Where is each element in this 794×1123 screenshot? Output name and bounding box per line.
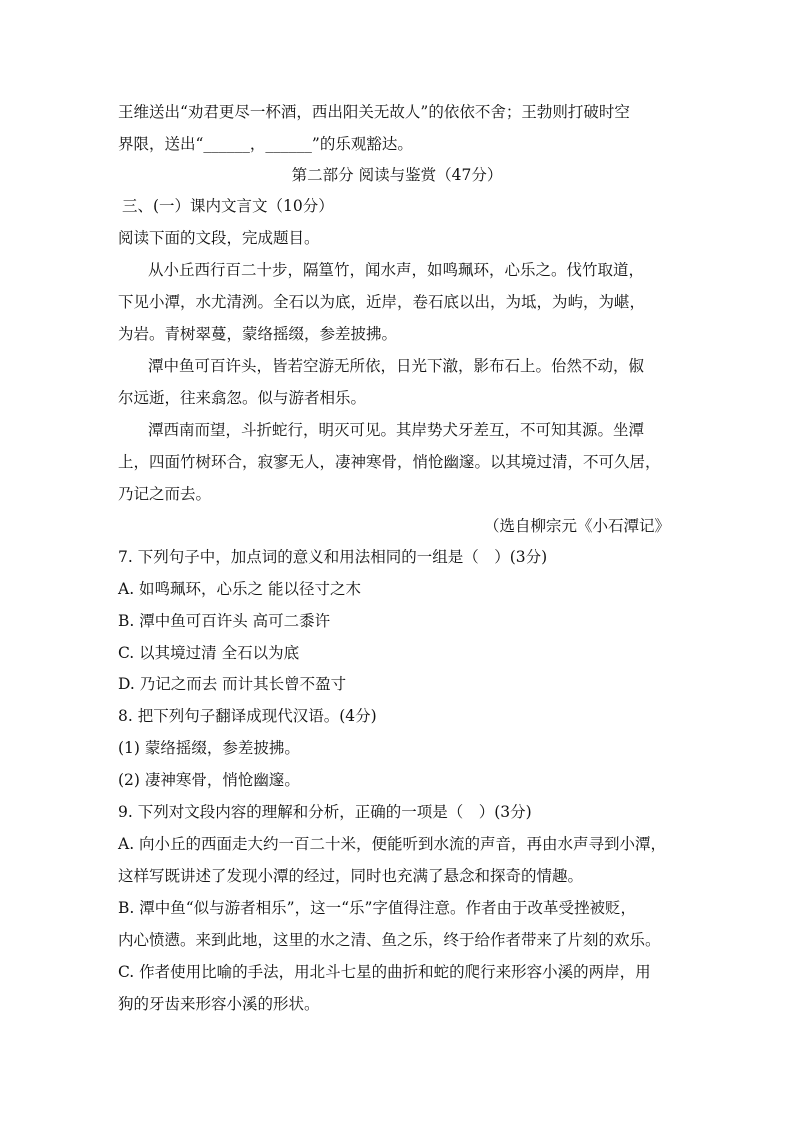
part-title: 第二部分 阅读与鉴赏（47分） xyxy=(291,166,503,184)
q7-stem: 7. 下列句子中，加点词的意义和用法相同的一组是（ ）(3分) xyxy=(118,548,548,566)
passage-p3-line-3: 乃记之而去。 xyxy=(118,485,212,503)
q9-option-a-line-2: 这样写既讲述了发现小潭的经过，同时也充满了悬念和探奇的情趣。 xyxy=(118,867,584,885)
passage-p2-line-2: 尔远逝，往来翕忽。似与游者相乐。 xyxy=(118,389,367,407)
q7-option-c: C. 以其境过清 全石以为底 xyxy=(118,644,300,662)
passage-p2-line-1: 潭中鱼可百许头，皆若空游无所依，日光下澈，影布石上。佁然不动，俶 xyxy=(148,357,645,375)
q9-option-b-line-1: B. 潭中鱼“似与游者相乐”，这一“乐”字值得注意。作者由于改革受挫被贬， xyxy=(118,899,636,917)
q7-option-a: A. 如鸣珮环，心乐之 能以径寸之木 xyxy=(118,580,361,598)
instruction: 阅读下面的文段，完成题目。 xyxy=(118,229,320,247)
passage-p3-line-1: 潭西南而望，斗折蛇行，明灭可见。其岸势犬牙差互，不可知其源。坐潭 xyxy=(148,421,645,439)
q8-stem: 8. 把下列句子翻译成现代汉语。(4分) xyxy=(118,707,377,725)
passage-p1-line-1: 从小丘西行百二十步，隔篁竹，闻水声，如鸣珮环，心乐之。伐竹取道， xyxy=(148,261,645,279)
q8-item-1: (1) 蒙络摇缀，参差披拂。 xyxy=(118,739,300,757)
q9-option-c-line-2: 狗的牙齿来形容小溪的形状。 xyxy=(118,995,320,1013)
passage-p1-line-2: 下见小潭，水尤清洌。全石以为底，近岸，卷石底以出，为坻，为屿，为嵁， xyxy=(118,293,646,311)
q9-option-a-line-1: A. 向小丘的西面走大约一百二十米，便能听到水流的声音，再由水声寻到小潭， xyxy=(118,835,667,853)
q7-option-b: B. 潭中鱼可百许头 高可二黍许 xyxy=(118,612,331,630)
q7-option-d: D. 乃记之而去 而计其长曾不盈寸 xyxy=(118,675,347,693)
passage-p1-line-3: 为岩。青树翠蔓，蒙络摇缀，参差披拂。 xyxy=(118,325,398,343)
section-title: 三、(一）课内文言文（10分） xyxy=(122,197,334,215)
q8-item-2: (2) 凄神寒骨，悄怆幽邃。 xyxy=(118,771,300,789)
prev-question-line-2: 界限，送出“______，______”的乐观豁达。 xyxy=(118,135,413,153)
q9-stem: 9. 下列对文段内容的理解和分析，正确的一项是（ ）(3分) xyxy=(118,803,532,821)
passage-p3-line-2: 上，四面竹树环合，寂寥无人，凄神寒骨，悄怆幽邃。以其境过清，不可久居， xyxy=(118,453,661,471)
passage-source: （选自柳宗元《小石潭记》 xyxy=(484,517,671,535)
q9-option-b-line-2: 内心愤懑。来到此地，这里的水之清、鱼之乐，终于给作者带来了片刻的欢乐。 xyxy=(118,931,661,949)
q9-option-c-line-1: C. 作者使用比喻的手法，用北斗七星的曲折和蛇的爬行来形容小溪的两岸，用 xyxy=(118,963,651,981)
prev-question-line-1: 王维送出“劝君更尽一杯酒，西出阳关无故人”的依依不舍；王勃则打破时空 xyxy=(118,103,630,121)
